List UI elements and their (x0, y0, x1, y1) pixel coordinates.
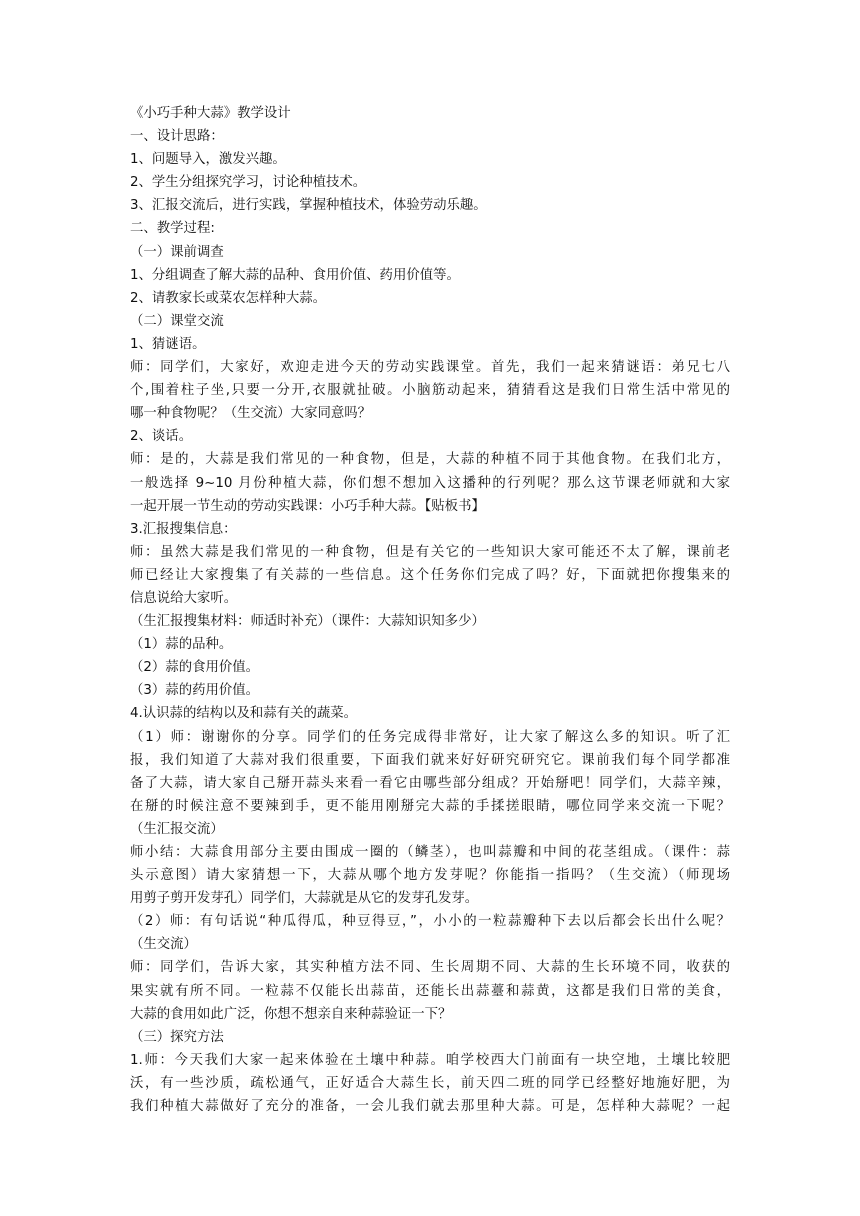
text-line: 备了大蒜，请大家自己掰开蒜头来看一看它由哪些部分组成？开始掰吧！同学们，大蒜辛辣， (130, 775, 730, 791)
text-line: 师：是的，大蒜是我们常见的一种食物，但是，大蒜的种植不同于其他食物。在我们北方， (130, 452, 730, 468)
text-line: 3、汇报交流后，进行实践，掌握种植技术，体验劳动乐趣。 (130, 198, 487, 214)
text-line: 用剪子剪开发芽孔）同学们，大蒜就是从它的发芽孔发芽。 (130, 891, 479, 907)
text-line: （2）蒜的食用价值。 (130, 660, 260, 676)
text-line: 在掰的时候注意不要辣到手，更不能用刚掰完大蒜的手揉搓眼睛，哪位同学来交流一下呢？ (130, 798, 730, 814)
text-line: 1、猜谜语。 (130, 336, 206, 352)
text-line: 1.师：今天我们大家一起来体验在土壤中种蒜。咱学校西大门前面有一块空地，土壤比较肥 (130, 1052, 730, 1068)
text-line: 信息说给大家听。 (130, 590, 238, 606)
text-line: （2）师：有句话说“种瓜得瓜，种豆得豆，”，小小的一粒蒜瓣种下去以后都会长出什么呢？ (130, 914, 730, 930)
text-line: 一、设计思路： (130, 129, 224, 145)
text-line: （一）课前调查 (130, 244, 224, 260)
text-line: 2、请教家长或菜农怎样种大蒜。 (130, 290, 326, 306)
text-line: 个,围着柱子坐,只要一分开,衣服就扯破。小脑筋动起来，猜猜看这是我们日常生活中常见的 (130, 383, 730, 399)
text-line: 师：虽然大蒜是我们常见的一种食物，但是有关它的一些知识大家可能还不太了解，课前老 (130, 544, 730, 560)
text-line: 一般选择 9~10 月份种植大蒜，你们想不想加入这播种的行列呢？那么这节课老师就和大家 (130, 475, 730, 491)
text-line: （3）蒜的药用价值。 (130, 683, 260, 699)
document-page (130, 102, 730, 1118)
text-line: 师小结：大蒜食用部分主要由围成一圈的（鳞茎），也叫蒜瓣和中间的花茎组成。（课件：蒜 (130, 845, 730, 860)
text-line: （生汇报搜集材料：师适时补充）（课件：大蒜知识知多少） (130, 614, 485, 630)
text-line: （三）探究方法 (130, 1029, 224, 1045)
text-line: 1、分组调查了解大蒜的品种、食用价值、药用价值等。 (130, 267, 460, 283)
text-line: 我们种植大蒜做好了充分的准备，一会儿我们就去那里种大蒜。可是，怎样种大蒜呢？一起 (130, 1099, 730, 1115)
text-line: （1）师：谢谢你的分享。同学们的任务完成得非常好，让大家了解这么多的知识。听了汇 (130, 729, 730, 745)
text-line: 一起开展一节生动的劳动实践课：小巧手种大蒜。【贴板书】 (130, 498, 485, 514)
text-line: 《小巧手种大蒜》教学设计 (130, 106, 291, 121)
text-line: 果实就有所不同。一粒蒜不仅能长出蒜苗，还能长出蒜薹和蒜黄，这都是我们日常的美食， (130, 983, 730, 999)
text-line: 1、问题导入，激发兴趣。 (130, 152, 286, 168)
text-line: （二）课堂交流 (130, 313, 224, 329)
text-line: 头示意图）请大家猜想一下，大蒜从哪个地方发芽呢？你能指一指吗？（生交流）（师现场 (130, 868, 730, 884)
text-line: 二、教学过程: (130, 221, 215, 237)
text-line: 大蒜的食用如此广泛，你想不想亲自来种蒜验证一下？ (130, 1006, 452, 1022)
text-line: 师：同学们，大家好，欢迎走进今天的劳动实践课堂。首先，我们一起来猜谜语：弟兄七八 (130, 360, 730, 376)
text-line: 师已经让大家搜集了有关蒜的一些信息。这个任务你们完成了吗？好，下面就把你搜集来的 (130, 567, 730, 583)
text-line: 哪一种食物呢？（生交流）大家同意吗？ (130, 406, 372, 422)
text-line: 沃，有一些沙质，疏松通气，正好适合大蒜生长，前天四二班的同学已经整好地施好肥，为 (130, 1075, 730, 1091)
text-line: （生汇报交流） (130, 821, 224, 837)
text-line: 2、学生分组探究学习，讨论种植技术。 (130, 175, 367, 191)
text-line: 报，我们知道了大蒜对我们很重要，下面我们就来好好研究研究它。课前我们每个同学都准 (130, 752, 730, 768)
text-line: 4.认识蒜的结构以及和蒜有关的蔬菜。 (130, 706, 358, 722)
text-line: 2、谈话。 (130, 429, 193, 445)
text-line: 师：同学们，告诉大家，其实种植方法不同、生长周期不同、大蒜的生长环境不同，收获的 (130, 960, 730, 976)
text-line: 3.汇报搜集信息： (130, 521, 237, 537)
text-line: （生交流） (130, 937, 197, 953)
text-line: （1）蒜的品种。 (130, 637, 233, 653)
